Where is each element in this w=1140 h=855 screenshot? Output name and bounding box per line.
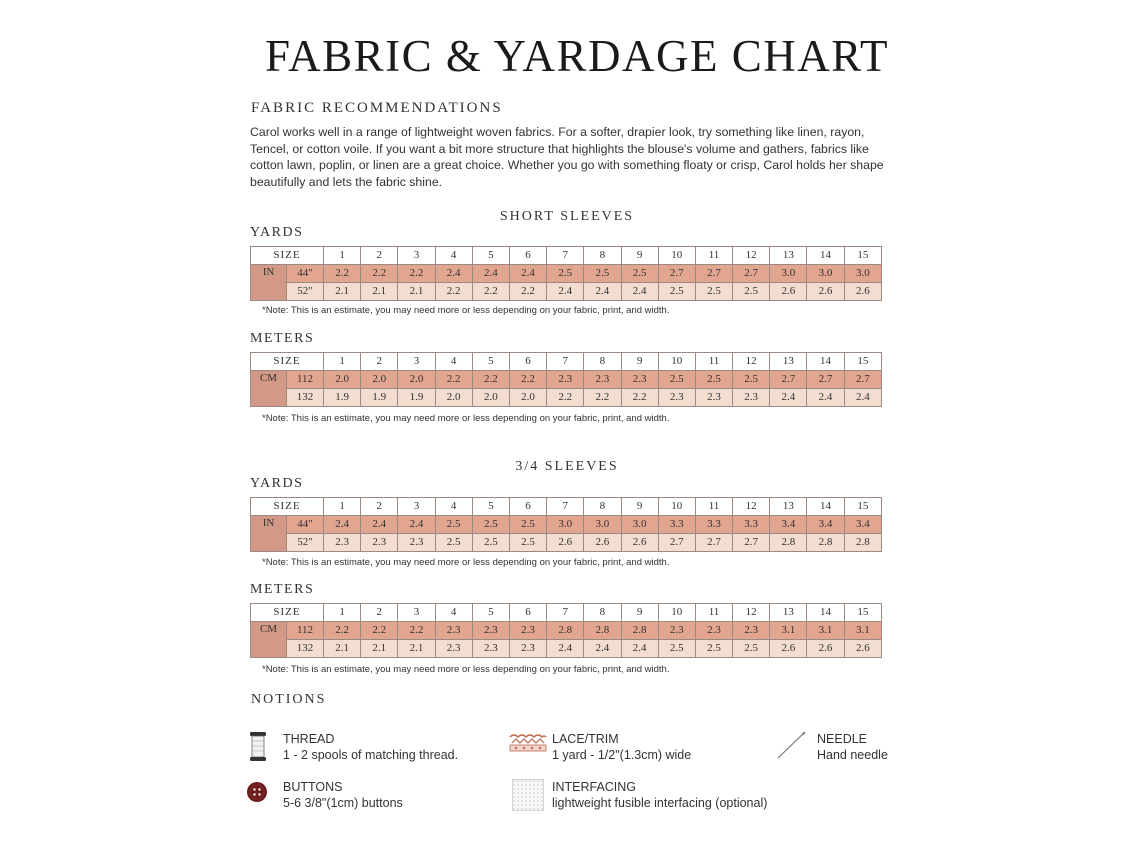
size-header-cell: 15: [844, 247, 881, 265]
yardage-value-cell: 2.8: [621, 622, 658, 640]
yardage-value-cell: 2.4: [547, 640, 584, 658]
size-header-cell: 13: [770, 498, 807, 516]
tq-yards-heading: YARDS: [250, 476, 304, 491]
yardage-value-cell: 2.6: [621, 534, 658, 552]
fabric-width-cell: 52": [287, 283, 324, 301]
interfacing-title: INTERFACING: [552, 780, 637, 794]
size-header-cell: 13: [770, 247, 807, 265]
yardage-value-cell: 2.4: [584, 640, 621, 658]
size-header-cell: 13: [770, 353, 807, 371]
size-header-cell: 2: [361, 353, 398, 371]
yardage-value-cell: 2.5: [547, 265, 584, 283]
thread-spool-icon: [248, 731, 268, 768]
size-header-cell: 10: [658, 353, 695, 371]
yardage-value-cell: 2.3: [658, 389, 695, 407]
tq-yards-note: *Note: This is an estimate, you may need more or less depending on your fabric, print, and width.: [262, 557, 670, 568]
unit-cell: IN: [251, 265, 287, 301]
yardage-value-cell: 2.5: [435, 534, 472, 552]
size-header-cell: 9: [621, 353, 658, 371]
yardage-value-cell: 2.5: [658, 371, 695, 389]
yardage-value-cell: 2.5: [695, 371, 732, 389]
yardage-value-cell: 2.2: [398, 622, 435, 640]
yardage-value-cell: 3.0: [547, 516, 584, 534]
yardage-value-cell: 2.4: [324, 516, 361, 534]
yardage-value-cell: 2.8: [844, 534, 881, 552]
size-header-cell: 13: [770, 604, 807, 622]
yardage-value-cell: 2.4: [398, 516, 435, 534]
yardage-value-cell: 2.2: [324, 265, 361, 283]
yardage-value-cell: 1.9: [324, 389, 361, 407]
yardage-value-cell: 3.3: [733, 516, 770, 534]
yardage-value-cell: 2.3: [472, 622, 509, 640]
yardage-value-cell: 2.1: [324, 640, 361, 658]
notion-thread: [283, 731, 458, 763]
yardage-value-cell: 2.4: [770, 389, 807, 407]
size-header-cell: 14: [807, 604, 844, 622]
yardage-value-cell: 2.0: [398, 371, 435, 389]
yardage-value-cell: 2.5: [695, 640, 732, 658]
page-title: FABRIC & YARDAGE CHART: [264, 31, 890, 81]
yardage-value-cell: 2.5: [509, 534, 546, 552]
size-header-cell: 8: [584, 353, 621, 371]
tq-yards-table: [250, 497, 882, 552]
yardage-value-cell: 3.0: [844, 265, 881, 283]
yardage-value-cell: 2.4: [435, 265, 472, 283]
yardage-value-cell: 2.2: [547, 389, 584, 407]
yardage-value-cell: 2.4: [509, 265, 546, 283]
short-yards-heading: YARDS: [250, 225, 304, 240]
yardage-value-cell: 3.3: [658, 516, 695, 534]
size-header-cell: 3: [398, 353, 435, 371]
size-header-cell: 1: [324, 604, 361, 622]
size-header-cell: 14: [807, 247, 844, 265]
size-header-cell: 4: [435, 247, 472, 265]
yardage-value-cell: 2.8: [584, 622, 621, 640]
yardage-value-cell: 2.3: [733, 389, 770, 407]
short-yards-table: [250, 246, 882, 301]
size-header-cell: 11: [695, 353, 732, 371]
size-header-cell: 4: [435, 353, 472, 371]
size-header-cell: 1: [324, 498, 361, 516]
size-header-cell: 6: [509, 353, 546, 371]
yardage-value-cell: 2.2: [472, 371, 509, 389]
yardage-value-cell: 3.1: [807, 622, 844, 640]
yardage-row: [251, 389, 882, 407]
size-header-cell: 7: [547, 353, 584, 371]
yardage-value-cell: 2.4: [472, 265, 509, 283]
size-header-cell: 12: [733, 604, 770, 622]
tq-meters-heading: METERS: [250, 582, 315, 597]
size-header-cell: 7: [547, 247, 584, 265]
fabric-width-cell: 132: [287, 640, 324, 658]
yardage-value-cell: 2.5: [472, 534, 509, 552]
size-header-cell: 9: [621, 498, 658, 516]
size-header-cell: 1: [324, 353, 361, 371]
yardage-value-cell: 2.6: [844, 640, 881, 658]
needle-desc: Hand needle: [817, 748, 888, 762]
interfacing-desc: lightweight fusible interfacing (optional): [552, 796, 768, 810]
notions-heading: NOTIONS: [251, 692, 327, 707]
yardage-value-cell: 2.2: [509, 371, 546, 389]
yardage-value-cell: 2.3: [324, 534, 361, 552]
yardage-value-cell: 2.7: [695, 265, 732, 283]
yardage-value-cell: 2.5: [472, 516, 509, 534]
yardage-value-cell: 2.6: [547, 534, 584, 552]
yardage-value-cell: 2.1: [398, 283, 435, 301]
short-meters-table: [250, 352, 882, 407]
yardage-value-cell: 2.6: [844, 283, 881, 301]
thread-desc: 1 - 2 spools of matching thread.: [283, 748, 459, 762]
yardage-value-cell: 2.2: [435, 371, 472, 389]
size-header-cell: 15: [844, 604, 881, 622]
yardage-value-cell: 2.5: [621, 265, 658, 283]
yardage-value-cell: 2.3: [695, 389, 732, 407]
yardage-value-cell: 2.7: [695, 534, 732, 552]
short-sleeves-heading: SHORT SLEEVES: [499, 209, 635, 224]
yardage-value-cell: 2.8: [807, 534, 844, 552]
size-header-row: [251, 604, 882, 622]
yardage-value-cell: 2.6: [807, 640, 844, 658]
yardage-value-cell: 2.5: [695, 283, 732, 301]
yardage-value-cell: 2.6: [770, 640, 807, 658]
yardage-value-cell: 2.0: [509, 389, 546, 407]
fabric-width-cell: 52": [287, 534, 324, 552]
size-header-row: [251, 498, 882, 516]
fabric-width-cell: 44": [287, 265, 324, 283]
size-header-cell: 5: [472, 604, 509, 622]
lace-title: LACE/TRIM: [552, 732, 619, 746]
size-header-cell: 3: [398, 604, 435, 622]
short-meters-heading: METERS: [250, 331, 315, 346]
yardage-value-cell: 2.5: [509, 516, 546, 534]
notion-needle: [817, 731, 888, 763]
yardage-value-cell: 3.4: [844, 516, 881, 534]
notion-lace: [552, 731, 691, 763]
yardage-value-cell: 2.1: [398, 640, 435, 658]
yardage-value-cell: 2.6: [584, 534, 621, 552]
yardage-value-cell: 2.6: [807, 283, 844, 301]
buttons-title: BUTTONS: [283, 780, 343, 794]
size-header-cell: 12: [733, 498, 770, 516]
yardage-value-cell: 3.0: [807, 265, 844, 283]
yardage-value-cell: 2.4: [584, 283, 621, 301]
size-header-cell: 15: [844, 353, 881, 371]
yardage-value-cell: 2.3: [547, 371, 584, 389]
size-header-cell: 6: [509, 498, 546, 516]
size-label-cell: SIZE: [251, 604, 324, 622]
size-header-cell: 7: [547, 604, 584, 622]
yardage-value-cell: 2.1: [361, 283, 398, 301]
size-header-cell: 14: [807, 498, 844, 516]
fabric-width-cell: 132: [287, 389, 324, 407]
size-header-cell: 11: [695, 247, 732, 265]
yardage-value-cell: 2.3: [509, 640, 546, 658]
size-label-cell: SIZE: [251, 498, 324, 516]
fabric-recommendations-heading: FABRIC RECOMMENDATIONS: [251, 100, 503, 116]
size-header-cell: 6: [509, 247, 546, 265]
notion-buttons: [283, 779, 403, 811]
yardage-value-cell: 2.2: [435, 283, 472, 301]
yardage-value-cell: 2.7: [733, 265, 770, 283]
yardage-row: [251, 265, 882, 283]
yardage-value-cell: 3.4: [807, 516, 844, 534]
size-label-cell: SIZE: [251, 247, 324, 265]
size-header-cell: 5: [472, 353, 509, 371]
yardage-value-cell: 2.0: [435, 389, 472, 407]
size-header-cell: 9: [621, 604, 658, 622]
size-header-cell: 7: [547, 498, 584, 516]
size-header-cell: 2: [361, 498, 398, 516]
fabric-width-cell: 112: [287, 371, 324, 389]
size-header-cell: 1: [324, 247, 361, 265]
yardage-value-cell: 2.3: [472, 640, 509, 658]
yardage-value-cell: 2.4: [361, 516, 398, 534]
yardage-row: [251, 534, 882, 552]
size-header-cell: 4: [435, 498, 472, 516]
yardage-value-cell: 2.7: [733, 534, 770, 552]
unit-cell: CM: [251, 371, 287, 407]
size-header-cell: 8: [584, 498, 621, 516]
yardage-value-cell: 2.0: [324, 371, 361, 389]
yardage-value-cell: 2.8: [547, 622, 584, 640]
yardage-value-cell: 3.0: [621, 516, 658, 534]
yardage-value-cell: 2.4: [621, 283, 658, 301]
yardage-value-cell: 1.9: [361, 389, 398, 407]
yardage-value-cell: 2.5: [658, 283, 695, 301]
yardage-value-cell: 2.3: [621, 371, 658, 389]
yardage-value-cell: 2.4: [844, 389, 881, 407]
yardage-value-cell: 2.7: [658, 534, 695, 552]
size-header-cell: 4: [435, 604, 472, 622]
yardage-value-cell: 2.3: [509, 622, 546, 640]
size-header-cell: 10: [658, 604, 695, 622]
yardage-value-cell: 2.3: [435, 622, 472, 640]
yardage-value-cell: 2.1: [361, 640, 398, 658]
size-header-cell: 10: [658, 247, 695, 265]
size-header-cell: 9: [621, 247, 658, 265]
yardage-value-cell: 2.3: [361, 534, 398, 552]
fabric-width-cell: 44": [287, 516, 324, 534]
size-header-cell: 15: [844, 498, 881, 516]
needle-icon: [776, 730, 808, 765]
yardage-value-cell: 2.4: [547, 283, 584, 301]
size-header-cell: 11: [695, 498, 732, 516]
short-yards-note: *Note: This is an estimate, you may need more or less depending on your fabric, print, and width.: [262, 305, 670, 316]
yardage-value-cell: 2.4: [621, 640, 658, 658]
yardage-value-cell: 2.2: [361, 265, 398, 283]
yardage-value-cell: 2.3: [398, 534, 435, 552]
yardage-value-cell: 2.7: [844, 371, 881, 389]
yardage-value-cell: 2.5: [584, 265, 621, 283]
size-header-cell: 3: [398, 247, 435, 265]
yardage-value-cell: 2.2: [324, 622, 361, 640]
lace-desc: 1 yard - 1/2"(1.3cm) wide: [552, 748, 692, 762]
yardage-value-cell: 2.5: [733, 283, 770, 301]
size-header-row: [251, 247, 882, 265]
yardage-value-cell: 1.9: [398, 389, 435, 407]
needle-title: NEEDLE: [817, 732, 868, 746]
size-header-cell: 2: [361, 604, 398, 622]
tq-meters-table: [250, 603, 882, 658]
yardage-value-cell: 3.0: [584, 516, 621, 534]
yardage-row: [251, 516, 882, 534]
thread-title: THREAD: [283, 732, 335, 746]
yardage-value-cell: 2.7: [807, 371, 844, 389]
yardage-value-cell: 2.6: [770, 283, 807, 301]
fabric-width-cell: 112: [287, 622, 324, 640]
yardage-value-cell: 2.3: [435, 640, 472, 658]
size-label-cell: SIZE: [251, 353, 324, 371]
fabric-recommendations-text: Carol works well in a range of lightweight woven fabrics. For a softer, drapier look, try something like linen, rayon, Tencel, or cotton voile. If you want a bit more structure that highlights the blouse's volume and gathers, fabrics like cotton lawn, poplin, or linen are a great choice. Whether you go with something floaty or crisp, Carol holds her shape beautifully and lets the fabric shine.: [250, 125, 884, 189]
yardage-value-cell: 2.7: [658, 265, 695, 283]
yardage-value-cell: 2.3: [733, 622, 770, 640]
yardage-value-cell: 2.7: [770, 371, 807, 389]
yardage-value-cell: 3.3: [695, 516, 732, 534]
size-header-cell: 8: [584, 604, 621, 622]
yardage-value-cell: 2.8: [770, 534, 807, 552]
size-header-cell: 2: [361, 247, 398, 265]
yardage-value-cell: 2.3: [658, 622, 695, 640]
interfacing-icon: [512, 779, 544, 816]
yardage-row: [251, 371, 882, 389]
size-header-cell: 3: [398, 498, 435, 516]
yardage-value-cell: 2.2: [361, 622, 398, 640]
size-header-cell: 8: [584, 247, 621, 265]
three-quarter-sleeves-heading: 3/4 SLEEVES: [515, 459, 619, 474]
yardage-row: [251, 622, 882, 640]
buttons-desc: 5-6 3/8"(1cm) buttons: [283, 796, 403, 810]
size-header-cell: 10: [658, 498, 695, 516]
tq-meters-note: *Note: This is an estimate, you may need more or less depending on your fabric, print, and width.: [262, 664, 670, 675]
yardage-row: [251, 283, 882, 301]
yardage-value-cell: 2.2: [621, 389, 658, 407]
size-header-row: [251, 353, 882, 371]
yardage-value-cell: 2.1: [324, 283, 361, 301]
button-icon: [246, 781, 268, 808]
size-header-cell: 12: [733, 247, 770, 265]
yardage-value-cell: 2.5: [733, 371, 770, 389]
yardage-value-cell: 3.4: [770, 516, 807, 534]
yardage-value-cell: 2.2: [398, 265, 435, 283]
size-header-cell: 5: [472, 498, 509, 516]
yardage-value-cell: 3.1: [844, 622, 881, 640]
yardage-value-cell: 2.0: [472, 389, 509, 407]
yardage-value-cell: 2.4: [807, 389, 844, 407]
yardage-value-cell: 2.5: [435, 516, 472, 534]
notion-interfacing: [552, 779, 767, 811]
yardage-value-cell: 2.5: [658, 640, 695, 658]
size-header-cell: 12: [733, 353, 770, 371]
size-header-cell: 6: [509, 604, 546, 622]
unit-cell: CM: [251, 622, 287, 658]
yardage-value-cell: 2.2: [472, 283, 509, 301]
yardage-value-cell: 2.2: [509, 283, 546, 301]
unit-cell: IN: [251, 516, 287, 552]
size-header-cell: 5: [472, 247, 509, 265]
yardage-value-cell: 2.3: [695, 622, 732, 640]
yardage-value-cell: 2.3: [584, 371, 621, 389]
size-header-cell: 14: [807, 353, 844, 371]
yardage-value-cell: 2.2: [584, 389, 621, 407]
size-header-cell: 11: [695, 604, 732, 622]
lace-trim-icon: [509, 733, 547, 758]
short-meters-note: *Note: This is an estimate, you may need more or less depending on your fabric, print, and width.: [262, 413, 670, 424]
yardage-row: [251, 640, 882, 658]
yardage-value-cell: 2.5: [733, 640, 770, 658]
yardage-value-cell: 3.1: [770, 622, 807, 640]
yardage-value-cell: 2.0: [361, 371, 398, 389]
yardage-value-cell: 3.0: [770, 265, 807, 283]
